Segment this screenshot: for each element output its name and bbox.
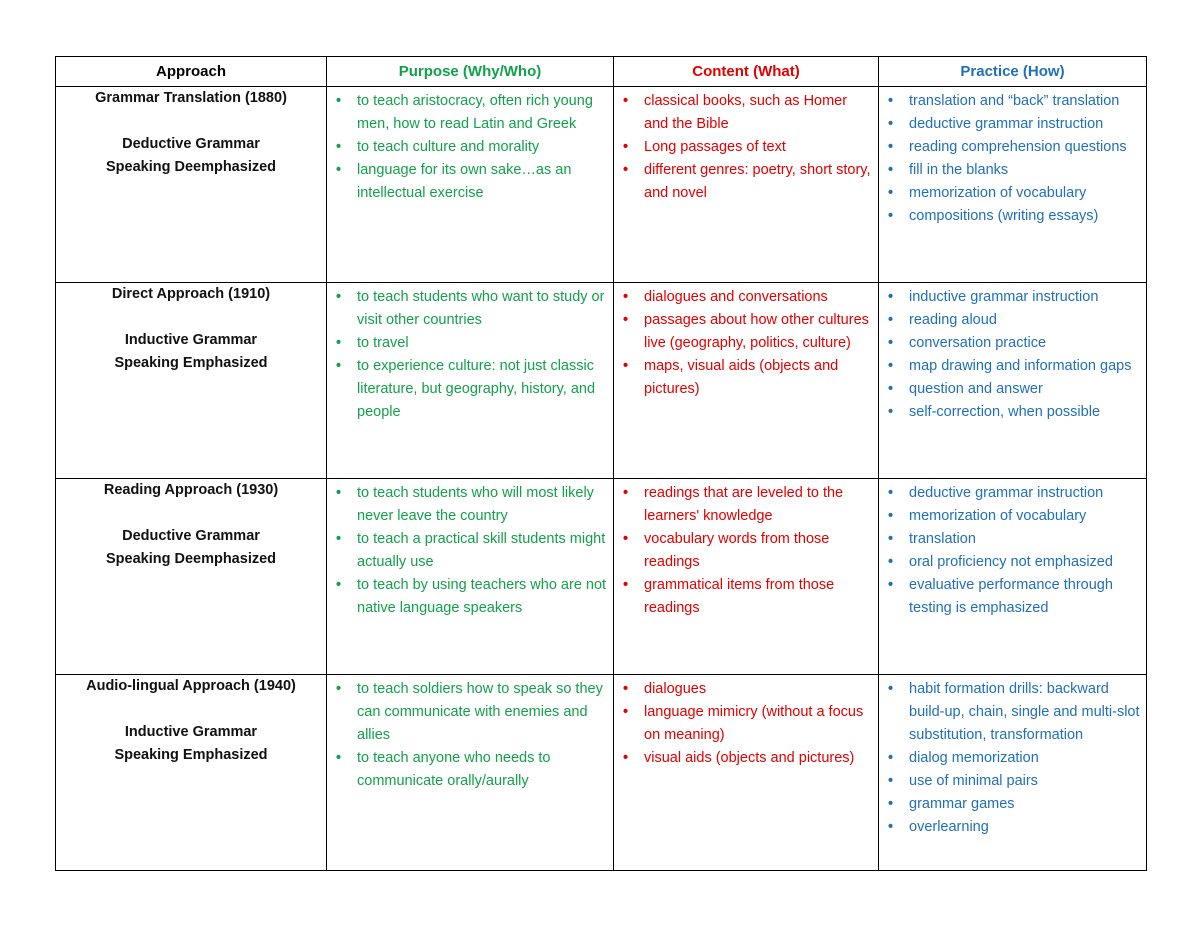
practice-item: • question and answer xyxy=(879,378,1142,401)
content-item: • grammatical items from those readings xyxy=(614,574,874,620)
content-cell xyxy=(614,87,879,283)
purpose-item: • to teach a practical skill students might actually use xyxy=(327,528,609,574)
practice-item: • reading aloud xyxy=(879,309,1142,332)
practice-item: • memorization of vocabulary xyxy=(879,505,1142,528)
purpose-list xyxy=(327,675,613,793)
practice-cell xyxy=(879,675,1147,871)
approach-name: Audio-lingual Approach (1940) xyxy=(86,678,296,694)
approach-name: Grammar Translation (1880) xyxy=(95,90,287,106)
practice-list xyxy=(879,675,1146,839)
purpose-item: • to travel xyxy=(327,332,609,355)
content-item: • readings that are leveled to the learners' knowledge xyxy=(614,482,874,528)
grammar-type: Deductive Grammar xyxy=(122,528,260,544)
content-list xyxy=(614,675,878,770)
practice-item: • translation and “back” translation xyxy=(879,90,1142,113)
purpose-list xyxy=(327,87,613,205)
content-cell xyxy=(614,479,879,675)
purpose-item: • to teach anyone who needs to communicate orally/aurally xyxy=(327,747,609,793)
practice-item: • reading comprehension questions xyxy=(879,136,1142,159)
header-practice: Practice (How) xyxy=(879,57,1147,87)
practice-list xyxy=(879,87,1146,228)
practice-item: • deductive grammar instruction xyxy=(879,482,1142,505)
purpose-list xyxy=(327,283,613,424)
purpose-cell xyxy=(327,87,614,283)
content-cell xyxy=(614,283,879,479)
purpose-cell xyxy=(327,479,614,675)
practice-item: • overlearning xyxy=(879,816,1142,839)
purpose-item: • to teach by using teachers who are not native language speakers xyxy=(327,574,609,620)
speaking-emphasis: Speaking Emphasized xyxy=(114,355,268,371)
approach-cell xyxy=(56,283,327,479)
grammar-type: Inductive Grammar xyxy=(124,724,258,740)
content-cell xyxy=(614,675,879,871)
practice-item: • inductive grammar instruction xyxy=(879,286,1142,309)
approach-name: Direct Approach (1910) xyxy=(111,286,271,302)
content-list xyxy=(614,479,878,620)
speaking-emphasis: Speaking Deemphasized xyxy=(105,159,277,175)
approach-cell xyxy=(56,479,327,675)
approach-name: Reading Approach (1930) xyxy=(103,482,279,498)
table-row xyxy=(56,675,1147,871)
content-list xyxy=(614,87,878,205)
content-item: • Long passages of text xyxy=(614,136,874,159)
approach-cell xyxy=(56,87,327,283)
purpose-item: • to teach culture and morality xyxy=(327,136,609,159)
header-purpose: Purpose (Why/Who) xyxy=(327,57,614,87)
spacer xyxy=(56,110,326,133)
practice-item: • conversation practice xyxy=(879,332,1142,355)
content-list xyxy=(614,283,878,401)
content-item: • vocabulary words from those readings xyxy=(614,528,874,574)
approaches-table xyxy=(55,56,1147,871)
table-row xyxy=(56,479,1147,675)
purpose-cell xyxy=(327,675,614,871)
speaking-emphasis: Speaking Emphasized xyxy=(114,747,268,763)
header-row xyxy=(56,57,1147,87)
purpose-item: • to teach aristocracy, often rich young men, how to read Latin and Greek xyxy=(327,90,609,136)
content-item: • dialogues and conversations xyxy=(614,286,874,309)
purpose-item: • to experience culture: not just classic literature, but geography, history, and people xyxy=(327,355,609,424)
content-item: • dialogues xyxy=(614,678,874,701)
practice-item: • deductive grammar instruction xyxy=(879,113,1142,136)
content-item: • classical books, such as Homer and the Bible xyxy=(614,90,874,136)
practice-item: • map drawing and information gaps xyxy=(879,355,1142,378)
spacer xyxy=(56,502,326,525)
practice-item: • translation xyxy=(879,528,1142,551)
practice-item: • memorization of vocabulary xyxy=(879,182,1142,205)
purpose-item: • to teach students who will most likely never leave the country xyxy=(327,482,609,528)
grammar-type: Inductive Grammar xyxy=(124,332,258,348)
practice-item: • fill in the blanks xyxy=(879,159,1142,182)
practice-item: • compositions (writing essays) xyxy=(879,205,1142,228)
purpose-cell xyxy=(327,283,614,479)
practice-list xyxy=(879,283,1146,424)
speaking-emphasis: Speaking Deemphasized xyxy=(105,551,277,567)
grammar-type: Deductive Grammar xyxy=(122,136,260,152)
practice-item: • grammar games xyxy=(879,793,1142,816)
practice-cell xyxy=(879,87,1147,283)
purpose-list xyxy=(327,479,613,620)
content-item: • maps, visual aids (objects and pictures) xyxy=(614,355,874,401)
practice-item: • self-correction, when possible xyxy=(879,401,1142,424)
spacer xyxy=(56,698,326,721)
content-item: • passages about how other cultures live (geography, politics, culture) xyxy=(614,309,874,355)
practice-cell xyxy=(879,283,1147,479)
purpose-item: • language for its own sake…as an intellectual exercise xyxy=(327,159,609,205)
purpose-item: • to teach students who want to study or visit other countries xyxy=(327,286,609,332)
table-row xyxy=(56,283,1147,479)
practice-item: • habit formation drills: backward build-up, chain, single and multi-slot substitution, transformation xyxy=(879,678,1142,747)
practice-item: • dialog memorization xyxy=(879,747,1142,770)
practice-cell xyxy=(879,479,1147,675)
approach-cell xyxy=(56,675,327,871)
content-item: • visual aids (objects and pictures) xyxy=(614,747,874,770)
practice-item: • use of minimal pairs xyxy=(879,770,1142,793)
content-item: • different genres: poetry, short story, and novel xyxy=(614,159,874,205)
practice-list xyxy=(879,479,1146,620)
content-item: • language mimicry (without a focus on meaning) xyxy=(614,701,874,747)
purpose-item: • to teach soldiers how to speak so they can communicate with enemies and allies xyxy=(327,678,609,747)
header-approach: Approach xyxy=(56,57,327,87)
practice-item: • evaluative performance through testing is emphasized xyxy=(879,574,1142,620)
practice-item: • oral proficiency not emphasized xyxy=(879,551,1142,574)
spacer xyxy=(56,306,326,329)
header-content: Content (What) xyxy=(614,57,879,87)
table-row xyxy=(56,87,1147,283)
